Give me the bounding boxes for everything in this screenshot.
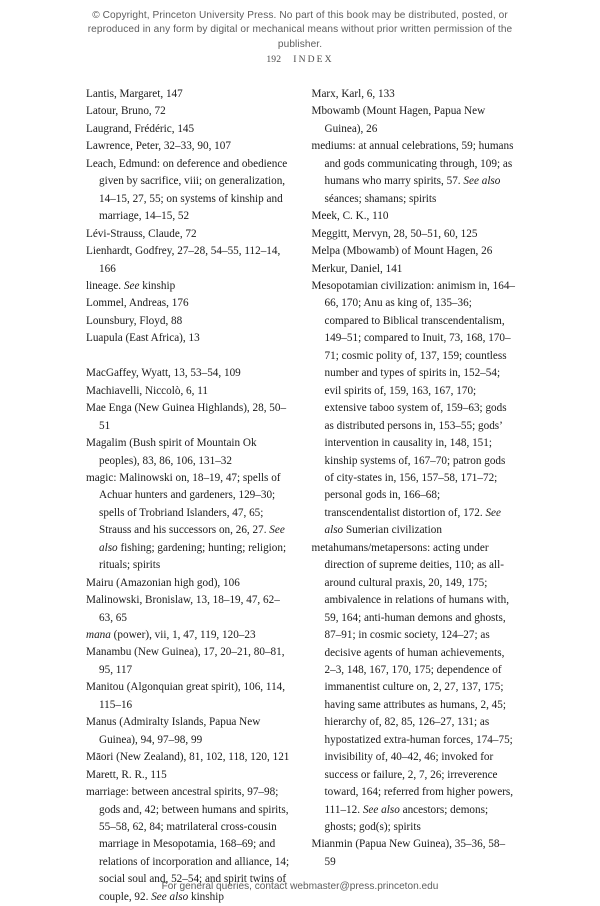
index-entry: mediums: at annual celebrations, 59; humans and gods communicating through, 109; as humans who marry spirits, 57. See also séances; shamans; spirits [311, 140, 514, 205]
index-entry: Lantis, Margaret, 147 [86, 88, 183, 100]
index-entry: Meggitt, Mervyn, 28, 50–51, 60, 125 [311, 227, 478, 240]
index-entry: Mesopotamian civilization: animism in, 164–66, 170; Anu as king of, 135–36; compared to Biblical transcendentalism, 149–51; compared to Inuit, 73, 168, 170–71; cosmic polity of, 137, 159; countless number and types of spirits in, 152–54; evil spirits of, 159, 163, 167, 170; extensive taboo system of, 159–63; gods as distributed persons in, 153–55; gods’ intervention in causality in, 148, 151; kinship systems of, 167–70; patron gods of city-states in, 156, 157–58, 171–72; personal gods in, 166–68; transcendentalist distortion of, 172. See also Sumerian civilization [311, 279, 516, 537]
index-entry: Latour, Bruno, 72 [86, 105, 166, 118]
copyright-notice: © Copyright, Princeton University Press. No part of this book may be distributed, posted, or reproduced in any form by digital or mechanical means without prior written permission of the publisher. [87, 10, 513, 50]
index-entry: mana (power), vii, 1, 47, 119, 120–23 [86, 629, 256, 642]
index-column-right [312, 86, 517, 906]
index-entry: Lienhardt, Godfrey, 27–28, 54–55, 112–14, 166 [86, 245, 281, 275]
index-entry: Meek, C. K., 110 [311, 210, 389, 223]
index-entry: Marett, R. R., 115 [86, 768, 167, 781]
index-entry: Lounsbury, Floyd, 88 [86, 314, 183, 327]
index-entry: lineage. See kinship [86, 279, 176, 292]
index-entry: Manitou (Algonquian great spirit), 106, 114, 115–16 [86, 681, 286, 711]
index-entry: Lévi-Strauss, Claude, 72 [86, 227, 197, 240]
footer-queries-line: For general queries, contact webmaster@press.princeton.edu [161, 881, 439, 892]
index-entry: Merkur, Daniel, 141 [311, 262, 403, 275]
index-entry: metahumans/metapersons: acting under direction of supreme deities, 110; as all-around cultural praxis, 20, 149, 175; ambivalence in relations of humans with, 59, 164; anti-human demons and ghosts, 87–91; in cosmic society, 124–27; as decisive agents of human achievements, 2–3, 148, 167, 170, 175; dependence of immanentist culture on, 2, 27, 137, 175; having same attributes as humans, 2, 45; hierarchy of, 82, 85, 126–27, 131; as hypostatized extra-human forces, 174–75; invisibility of, 40–42, 46; invoked for success or failure, 2, 7, 26; irreverence toward, 164; referred from higher powers, 111–12. See also ancestors; demons; ghosts; god(s); spirits [311, 541, 514, 834]
index-columns [86, 86, 516, 906]
index-entry: Luapula (East Africa), 13 [86, 332, 200, 345]
index-entry: Mae Enga (New Guinea Highlands), 28, 50–51 [86, 402, 287, 432]
index-entry: Lommel, Andreas, 176 [86, 297, 189, 310]
running-head [0, 54, 600, 65]
index-entry: Malinowski, Bronislaw, 13, 18–19, 47, 62–63, 65 [86, 594, 280, 624]
page-folio: 192 [266, 54, 282, 65]
index-entry: MacGaffey, Wyatt, 13, 53–54, 109 [86, 367, 241, 380]
index-section-break [86, 348, 291, 365]
index-entry: Leach, Edmund: on deference and obedience given by sacrifice, viii; on generalization, 14–15, 27, 55; on systems of kinship and marriage, 14–15, 52 [86, 157, 288, 223]
index-entry: magic: Malinowski on, 18–19, 47; spells of Achuar hunters and gardeners, 129–30; spells of Trobriand Islanders, 47, 65; Strauss and his successors on, 26, 27. See also fishing; gardening; hunting; religion; rituals; spirits [86, 471, 287, 572]
index-entry: Māori (New Zealand), 81, 102, 118, 120, 121 [86, 751, 290, 764]
index-entry: Manambu (New Guinea), 17, 20–21, 80–81, 95, 117 [86, 646, 285, 676]
index-entry: Melpa (Mbowamb) of Mount Hagen, 26 [311, 245, 493, 258]
running-head-label: INDEX [293, 54, 334, 65]
index-entry: Mbowamb (Mount Hagen, Papua New Guinea), 26 [311, 105, 486, 135]
index-entry: Mairu (Amazonian high god), 106 [86, 576, 240, 589]
index-entry: Mianmin (Papua New Guinea), 35–36, 58–59 [311, 838, 506, 868]
index-entry: Manus (Admiralty Islands, Papua New Guinea), 94, 97–98, 99 [86, 716, 261, 746]
index-entry: Machiavelli, Niccolò, 6, 11 [86, 384, 208, 397]
index-column-left [86, 86, 291, 906]
index-entry: Magalim (Bush spirit of Mountain Ok peoples), 83, 86, 106, 131–32 [86, 437, 257, 467]
index-entry: marriage: between ancestral spirits, 97–98; gods and, 42; between humans and spirits, 55–58, 62, 84; matrilateral cross-cousin marriage in Mesopotamia, 168–69; and relations of incorporation and alliance, 14; social soul and, 52–54; and spirit twins of couple, 92. See also kinship [86, 786, 290, 903]
index-entry: Laugrand, Frédéric, 145 [86, 122, 195, 135]
index-entry: Lawrence, Peter, 32–33, 90, 107 [86, 140, 231, 153]
index-entry: Marx, Karl, 6, 133 [311, 88, 395, 100]
